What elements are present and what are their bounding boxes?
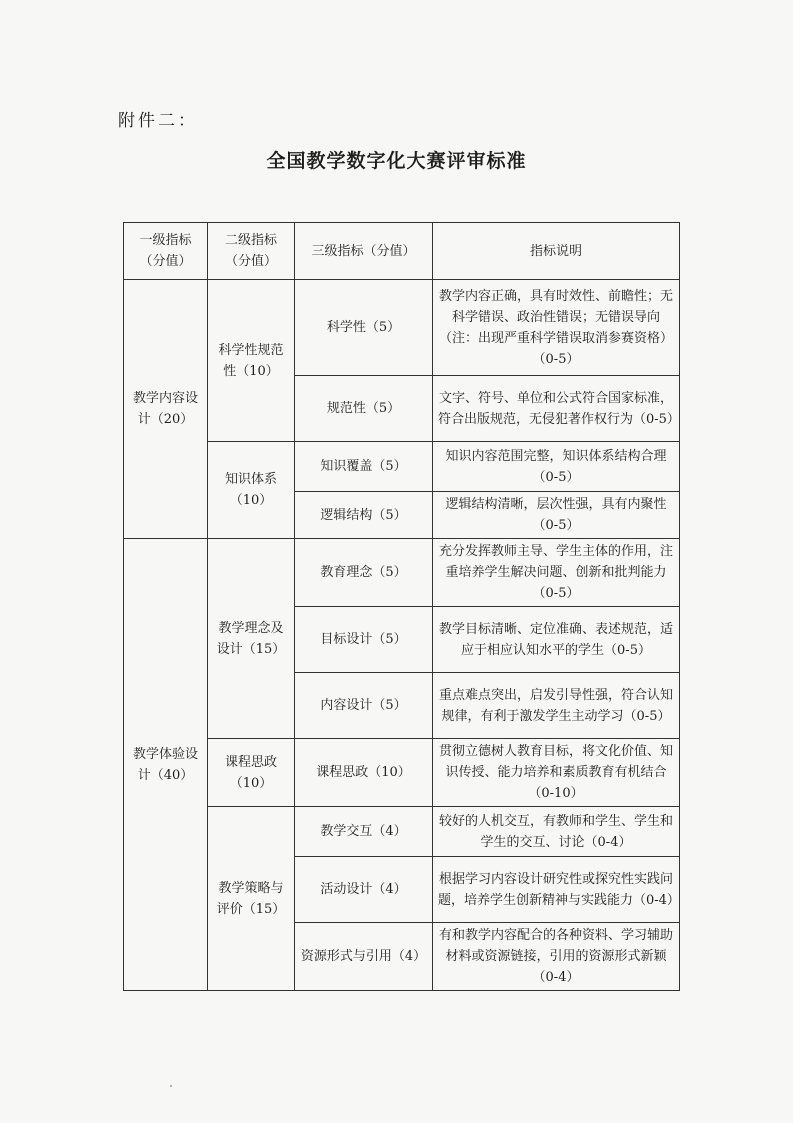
- desc-cell: 充分发挥教师主导、学生主体的作用，注重培养学生解决问题、创新和批判能力（0-5）: [433, 539, 680, 607]
- level3-cell: 课程思政（10）: [295, 739, 433, 807]
- desc-cell: 较好的人机交互，有教师和学生、学生和学生的交互、讨论（0-4）: [433, 807, 680, 857]
- level2-cell: 科学性规范性（10）: [208, 280, 295, 442]
- level3-cell: 活动设计（4）: [295, 857, 433, 923]
- desc-cell: 教学内容正确，具有时效性、前瞻性；无科学错误、政治性错误；无错误导向（注：出现严重科学错误取消参赛资格）（0-5）: [433, 280, 680, 376]
- desc-cell: 知识内容范围完整，知识体系结构合理（0-5）: [433, 442, 680, 492]
- level3-cell: 目标设计（5）: [295, 607, 433, 673]
- table-row: [124, 539, 680, 607]
- level2-cell: 教学策略与评价（15）: [208, 807, 295, 991]
- level3-cell: 知识覆盖（5）: [295, 442, 433, 492]
- criteria-table: [123, 222, 680, 991]
- desc-cell: 有和教学内容配合的各种资料、学习辅助材料或资源链接，引用的资源形式新颖（0-4）: [433, 923, 680, 991]
- document-title: 全国教学数字化大赛评审标准: [266, 150, 527, 172]
- table-row: [124, 442, 680, 492]
- level3-cell: 资源形式与引用（4）: [295, 923, 433, 991]
- desc-cell: 文字、符号、单位和公式符合国家标准，符合出版规范，无侵犯著作权行为（0-5）: [433, 376, 680, 442]
- table-row: [124, 280, 680, 376]
- level3-cell: 逻辑结构（5）: [295, 492, 433, 539]
- level3-cell: 教学交互（4）: [295, 807, 433, 857]
- desc-cell: 重点难点突出，启发引导性强，符合认知规律，有利于激发学生主动学习（0-5）: [433, 673, 680, 739]
- header-level1: 一级指标（分值）: [124, 223, 208, 280]
- desc-cell: 贯彻立德树人教育目标，将文化价值、知识传授、能力培养和素质教育有机结合（0-10）: [433, 739, 680, 807]
- header-level3: 三级指标（分值）: [295, 223, 433, 280]
- level3-cell: 教育理念（5）: [295, 539, 433, 607]
- table-row: [124, 807, 680, 857]
- header-row: [124, 223, 680, 280]
- level1-cell: 教学体验设计（40）: [124, 539, 208, 991]
- desc-cell: 教学目标清晰、定位准确、表述规范，适应于相应认知水平的学生（0-5）: [433, 607, 680, 673]
- header-desc: 指标说明: [433, 223, 680, 280]
- level3-cell: 规范性（5）: [295, 376, 433, 442]
- level2-cell: 知识体系（10）: [208, 442, 295, 539]
- level2-cell: 课程思政（10）: [208, 739, 295, 807]
- level3-cell: 科学性（5）: [295, 280, 433, 376]
- desc-cell: 逻辑结构清晰，层次性强，具有内聚性（0-5）: [433, 492, 680, 539]
- table-row: [124, 739, 680, 807]
- header-level2: 二级指标（分值）: [208, 223, 295, 280]
- desc-cell: 根据学习内容设计研究性或探究性实践问题，培养学生创新精神与实践能力（0-4）: [433, 857, 680, 923]
- scan-speck: [170, 1085, 172, 1087]
- attachment-label: 附件二：: [118, 111, 198, 131]
- level2-cell: 教学理念及设计（15）: [208, 539, 295, 739]
- level1-cell: 教学内容设计（20）: [124, 280, 208, 539]
- level3-cell: 内容设计（5）: [295, 673, 433, 739]
